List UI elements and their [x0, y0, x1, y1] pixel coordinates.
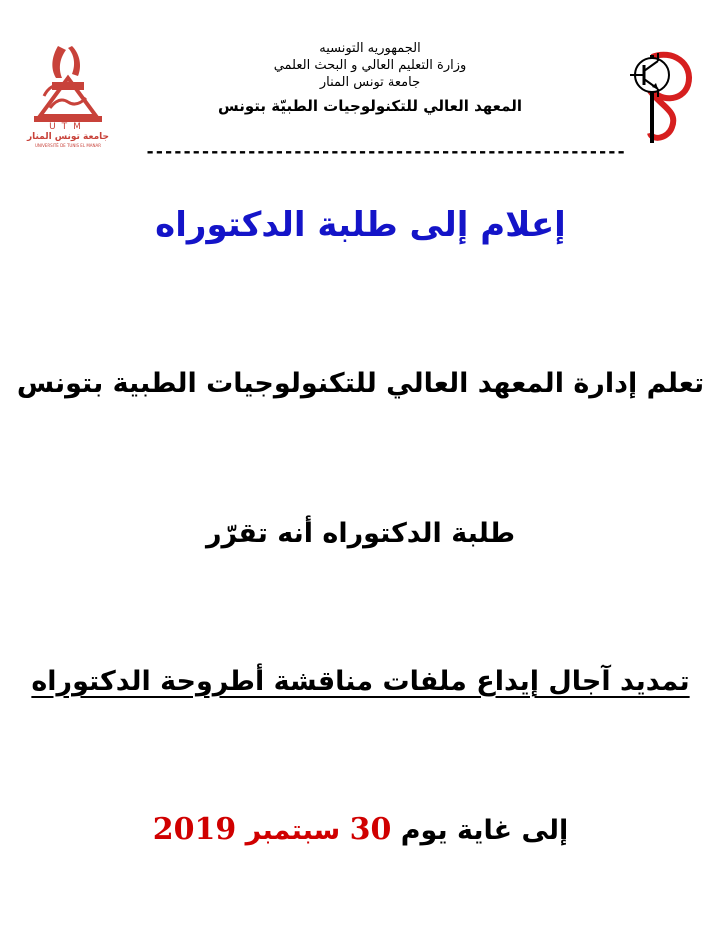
university-logo — [22, 38, 114, 148]
deadline-year: 2019 — [152, 812, 237, 847]
body-line-2: طلبة الدكتوراه أنه تقرّر — [205, 518, 516, 549]
body-line-3: تمديد آجال إيداع ملفات مناقشة أطروحة الدكتوراه — [31, 666, 690, 697]
institute-name: المعهد العالي للتكنولوجيات الطبيّة بتونس — [218, 97, 522, 115]
utm-arabic-name: جامعة تونس المنار — [26, 132, 110, 142]
caduceus-transistor-icon — [622, 45, 697, 150]
deadline-line — [0, 812, 721, 847]
announcement-title: إعلام إلى طلبة الدكتوراه — [155, 205, 566, 245]
ministry-line: وزارة التعليم العالي و البحث العلمي — [273, 58, 467, 73]
header-separator: ---------------------------------------------------- — [145, 142, 626, 162]
body-line-1: تعلم إدارة المعهد العالي للتكنولوجيات الطبية بتونس — [16, 368, 705, 399]
university-line: جامعة تونس المنار — [319, 75, 421, 90]
deadline-month: سبتمبر — [245, 815, 341, 846]
republic-line: الجمهوريه التونسيه — [319, 41, 421, 56]
deadline-day: 30 — [349, 812, 392, 847]
utm-french-name: UNIVERSITÉ DE TUNIS EL MANAR — [34, 143, 102, 148]
institute-logo — [622, 45, 697, 150]
deadline-prefix: إلى غاية يوم — [400, 815, 569, 846]
utm-abbrev: UTM — [49, 122, 87, 132]
letterhead — [140, 40, 600, 117]
